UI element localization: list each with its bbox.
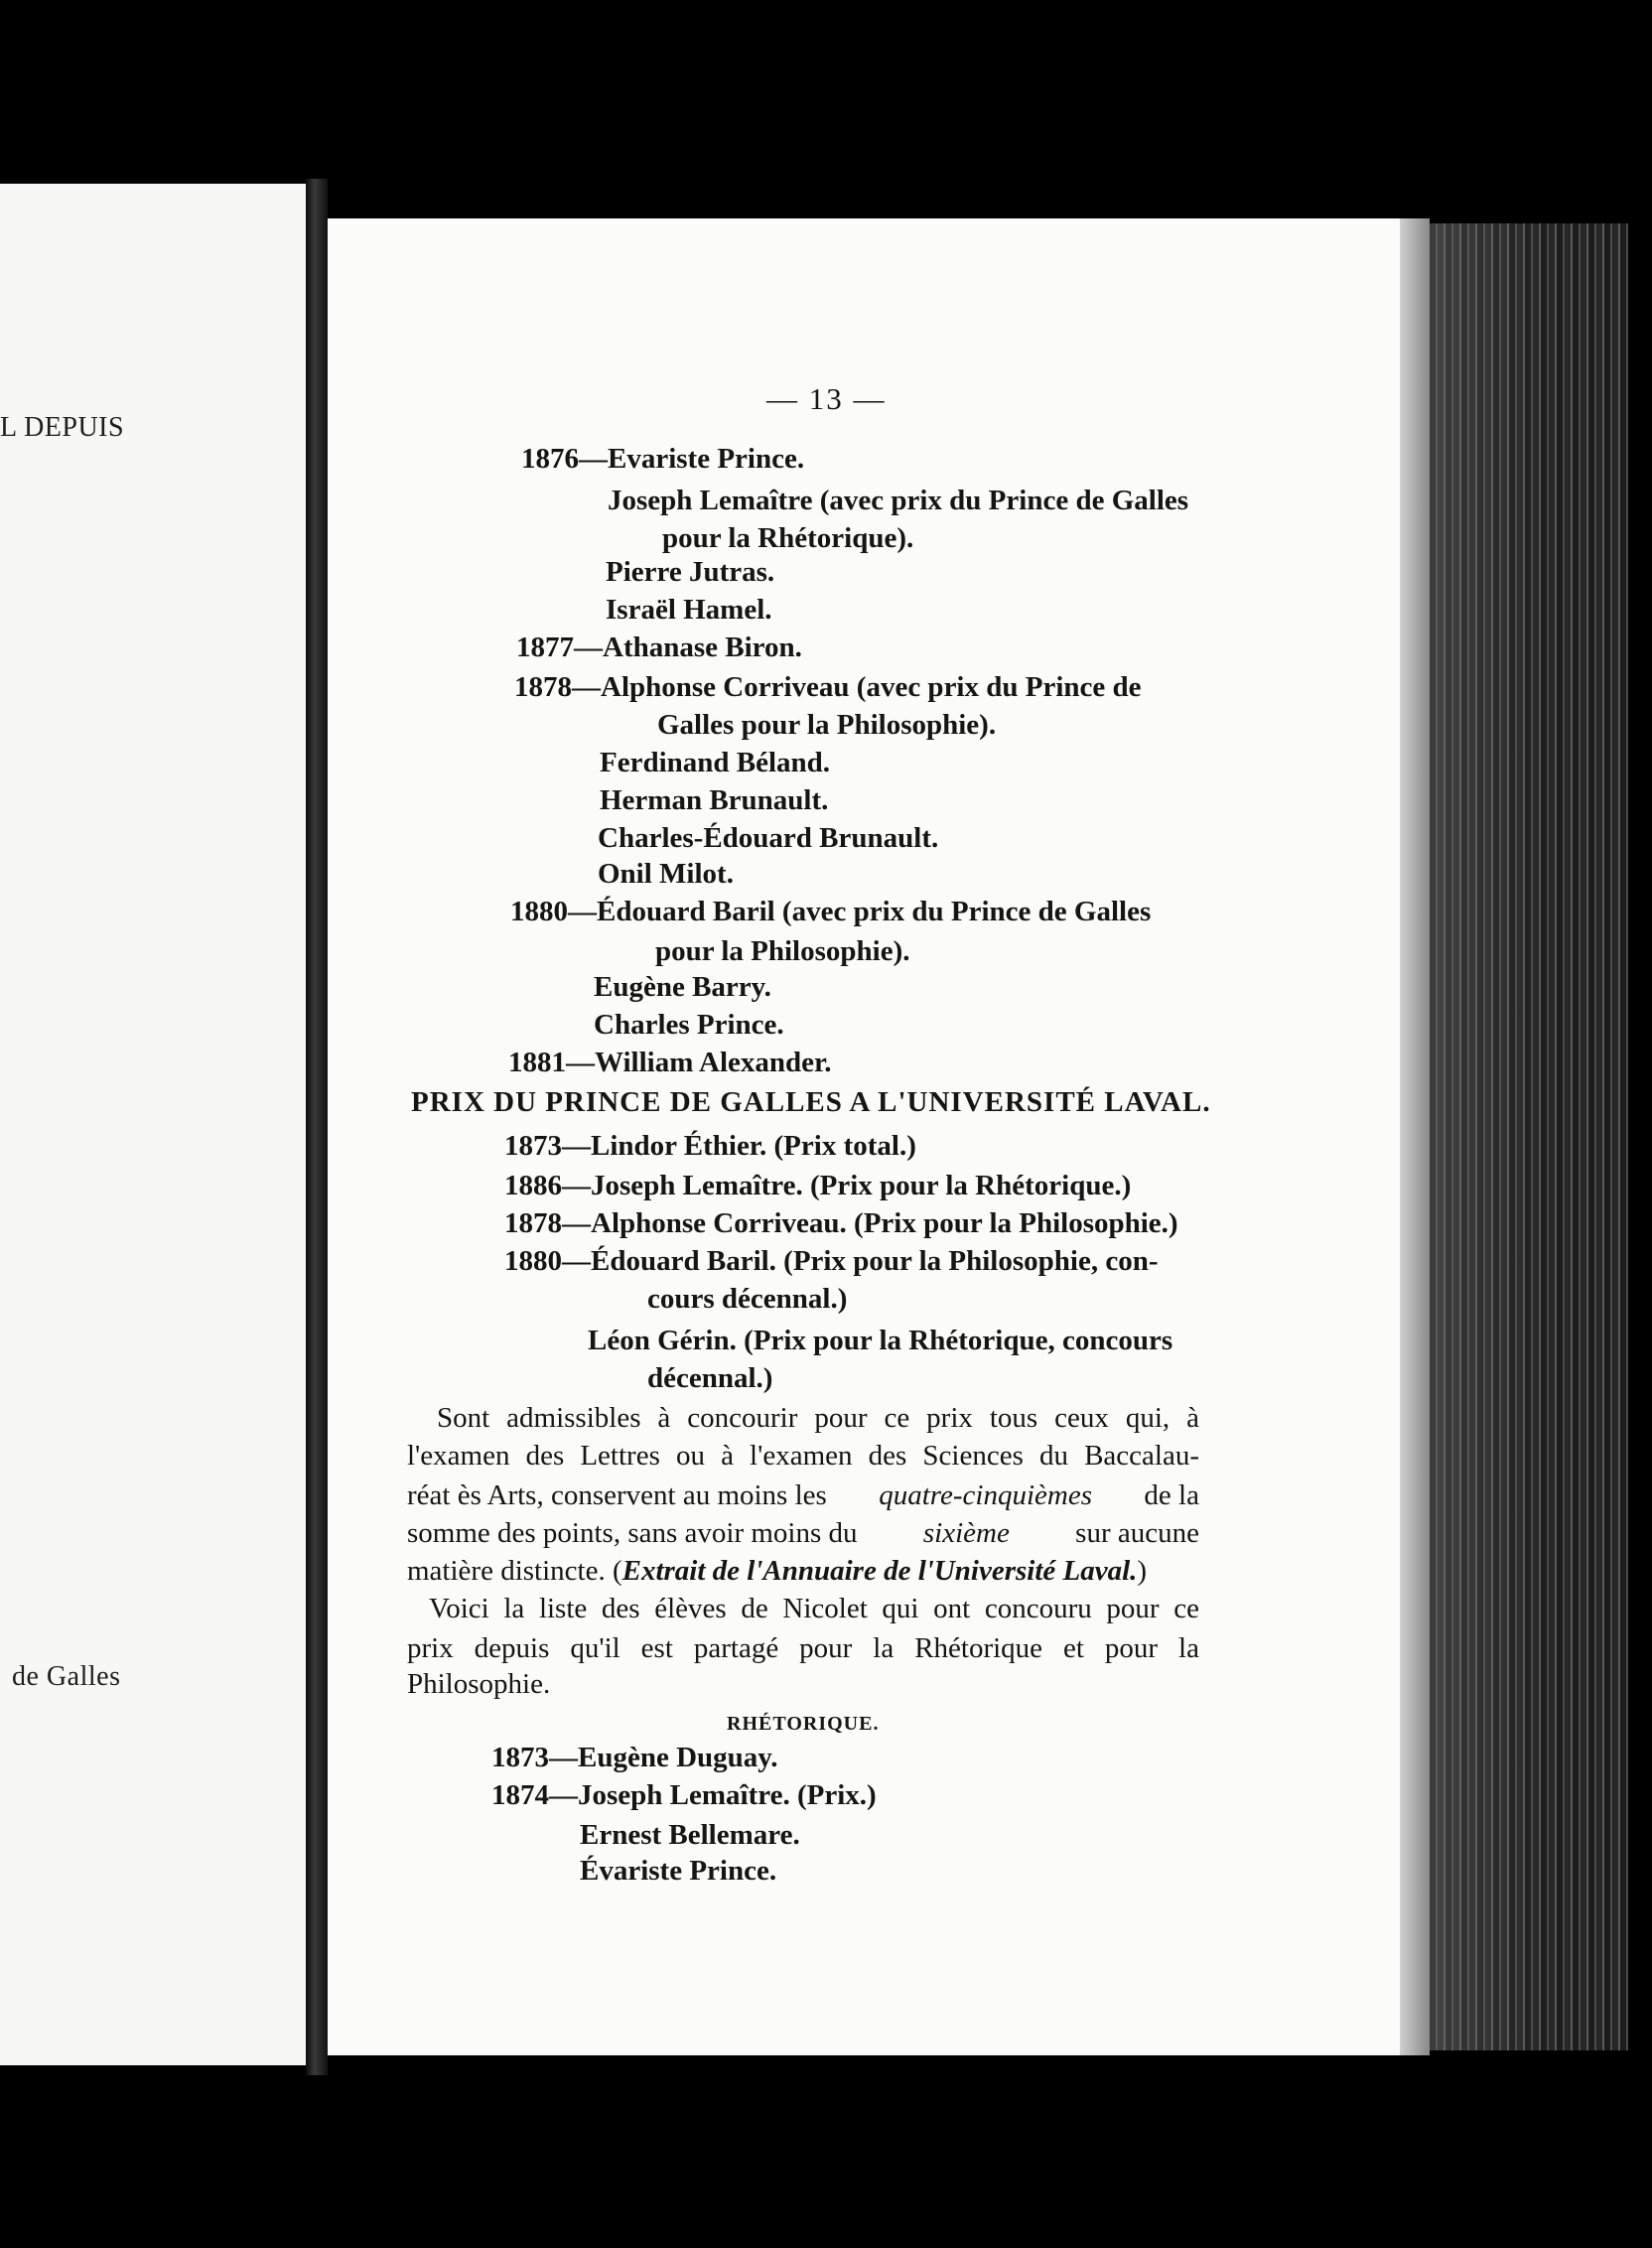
prize-entry: 1873—Lindor Éthier. (Prix total.)	[504, 1130, 916, 1162]
text-fragment: matière distincte. (	[407, 1555, 622, 1587]
rhetorique-entry: 1873—Eugène Duguay.	[491, 1742, 778, 1773]
list-entry: Eugène Barry.	[594, 971, 771, 1003]
section-heading-prix-laval: PRIX DU PRINCE DE GALLES A L'UNIVERSITÉ LAVAL.	[411, 1086, 1211, 1118]
list-entry: 1880—Édouard Baril (avec prix du Prince de Galles	[510, 896, 1152, 927]
list-entry: 1881—William Alexander.	[508, 1047, 832, 1078]
text-fragment: sur aucune	[1075, 1517, 1199, 1549]
paragraph-line: Voici la liste des élèves de Nicolet qui ont concouru pour ce	[429, 1593, 1199, 1624]
paragraph-line	[407, 1477, 1199, 1513]
text-fragment: de la	[1144, 1479, 1199, 1511]
text-fragment: somme des points, sans avoir moins du	[407, 1517, 858, 1549]
facing-page-fragment-bottom: de Galles	[12, 1661, 121, 1692]
list-entry: Joseph Lemaître (avec prix du Prince de Galles	[608, 485, 1189, 516]
rhetorique-entry: Évariste Prince.	[580, 1855, 777, 1887]
text-fragment: )	[1137, 1555, 1148, 1587]
book-edge-highlight	[1430, 223, 1628, 2050]
section-heading-rhetorique: RHÉTORIQUE.	[727, 1713, 880, 1735]
list-entry: Charles-Édouard Brunault.	[598, 822, 939, 854]
facing-page-fragment-top: L DEPUIS	[0, 412, 125, 443]
list-entry: Herman Brunault.	[600, 784, 829, 816]
italic-fragment: quatre-cinquièmes	[879, 1479, 1092, 1511]
page-edge-shadow	[1400, 218, 1430, 2055]
prize-entry: cours décennal.)	[647, 1283, 848, 1315]
list-entry: 1876—Evariste Prince.	[521, 443, 805, 475]
italic-fragment: sixième	[922, 1517, 1010, 1549]
paragraph-line: prix depuis qu'il est partagé pour la Rhétorique et pour la	[407, 1632, 1199, 1664]
list-entry: pour la Rhétorique).	[662, 522, 914, 554]
prize-entry: décennal.)	[647, 1362, 773, 1394]
list-entry: pour la Philosophie).	[655, 935, 910, 967]
book-gutter	[306, 179, 328, 2075]
list-entry: 1878—Alphonse Corriveau (avec prix du Prince de	[514, 671, 1142, 703]
list-entry: Charles Prince.	[594, 1009, 784, 1041]
prize-entry: 1878—Alphonse Corriveau. (Prix pour la Philosophie.)	[504, 1207, 1178, 1239]
list-entry: Galles pour la Philosophie).	[657, 709, 997, 741]
list-entry: Pierre Jutras.	[606, 556, 775, 588]
rhetorique-entry: 1874—Joseph Lemaître. (Prix.)	[491, 1779, 877, 1811]
rhetorique-entry: Ernest Bellemare.	[580, 1819, 800, 1851]
text-fragment: réat ès Arts, conservent au moins les	[407, 1479, 827, 1511]
prize-entry: 1880—Édouard Baril. (Prix pour la Philosophie, con-	[504, 1245, 1159, 1277]
prize-entry: 1886—Joseph Lemaître. (Prix pour la Rhétorique.)	[504, 1170, 1132, 1201]
paragraph-line: l'examen des Lettres ou à l'examen des Sciences du Baccalau-	[407, 1440, 1199, 1472]
paragraph-line	[407, 1553, 1147, 1589]
list-entry: Onil Milot.	[598, 858, 734, 890]
list-entry: Israël Hamel.	[606, 594, 772, 626]
paragraph-line	[407, 1515, 1199, 1551]
paragraph-line: Philosophie.	[407, 1668, 551, 1700]
paragraph-line: Sont admissibles à concourir pour ce prix tous ceux qui, à	[437, 1402, 1199, 1434]
prize-entry: Léon Gérin. (Prix pour la Rhétorique, concours	[588, 1325, 1173, 1356]
list-entry: 1877—Athanase Biron.	[516, 632, 802, 663]
page-number: — 13 —	[766, 381, 887, 416]
italic-fragment: Extrait de l'Annuaire de l'Université Laval.	[621, 1555, 1138, 1587]
facing-page	[0, 184, 306, 2065]
list-entry: Ferdinand Béland.	[600, 747, 831, 778]
